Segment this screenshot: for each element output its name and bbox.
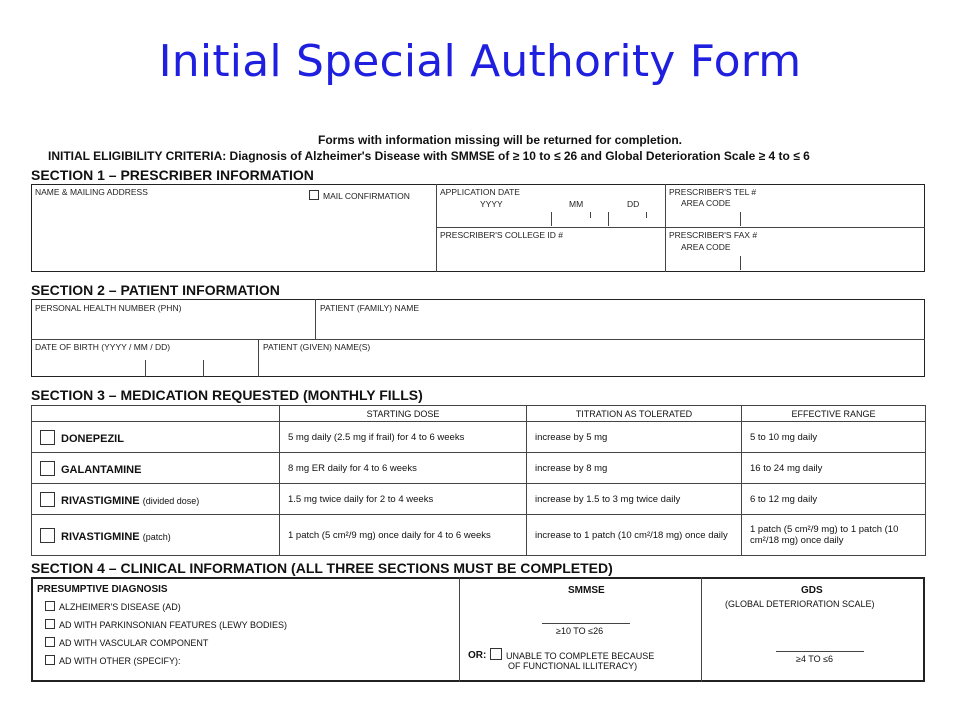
tel-area-code-label: AREA CODE	[681, 198, 731, 208]
column-header: TITRATION AS TOLERATED	[527, 406, 742, 422]
titration: increase by 1.5 to 3 mg twice daily	[527, 484, 742, 515]
prescriber-info-box	[31, 184, 925, 272]
column-header: STARTING DOSE	[280, 406, 527, 422]
effective-range: 1 patch (5 cm²/9 mg) to 1 patch (10 cm²/18 mg) once daily	[742, 515, 926, 556]
unable-checkbox[interactable]	[490, 648, 502, 660]
diagnosis-label: AD WITH OTHER (SPECIFY):	[59, 656, 181, 666]
drug-cell[interactable]	[32, 484, 280, 515]
effective-range: 5 to 10 mg daily	[742, 422, 926, 453]
dob-label: DATE OF BIRTH (YYYY / MM / DD)	[35, 342, 171, 352]
diagnosis-option[interactable]	[45, 601, 181, 612]
divider	[665, 184, 666, 272]
smmse-score-line[interactable]	[542, 623, 630, 624]
mail-confirmation[interactable]	[309, 190, 410, 201]
table-row	[32, 422, 926, 453]
drug-name: RIVASTIGMINE	[61, 494, 140, 507]
eligibility-criteria: INITIAL ELIGIBILITY CRITERIA: Diagnosis of Alzheimer's Disease with SMMSE of ≥ 10 to ≤ 26 and Global Deterioration Scale ≥ 4 to ≤ 6	[48, 149, 810, 163]
drug-cell[interactable]	[32, 453, 280, 484]
drug-form: (patch)	[142, 531, 171, 542]
phn-label: PERSONAL HEALTH NUMBER (PHN)	[35, 303, 182, 313]
starting-dose: 5 mg daily (2.5 mg if frail) for 4 to 6 weeks	[280, 422, 527, 453]
dob-tick	[203, 360, 204, 377]
column-header	[32, 406, 280, 422]
date-tick	[551, 212, 552, 226]
divider	[31, 339, 925, 340]
divider	[315, 299, 316, 339]
gds-score-line[interactable]	[776, 651, 864, 652]
tel-tick	[740, 212, 741, 226]
gds-range: ≥4 TO ≤6	[796, 654, 834, 664]
smmse-range: ≥10 TO ≤26	[556, 626, 604, 636]
drug-cell[interactable]	[32, 515, 280, 556]
drug-cell[interactable]	[32, 422, 280, 453]
slide-title: Initial Special Authority Form	[158, 36, 802, 87]
drug-form: (divided dose)	[142, 495, 200, 506]
dd-label: DD	[627, 199, 640, 209]
drug-name: DONEPEZIL	[61, 432, 124, 445]
effective-range: 6 to 12 mg daily	[742, 484, 926, 515]
galantamine-checkbox[interactable]	[40, 461, 55, 476]
starting-dose: 1.5 mg twice daily for 2 to 4 weeks	[280, 484, 527, 515]
starting-dose: 1 patch (5 cm²/9 mg) once daily for 4 to 6 weeks	[280, 515, 527, 556]
rivastigmine-divided-checkbox[interactable]	[40, 492, 55, 507]
rivastigmine-patch-checkbox[interactable]	[40, 528, 55, 543]
fax-tick	[740, 256, 741, 270]
diagnosis-checkbox[interactable]	[45, 637, 55, 647]
divider	[436, 227, 925, 228]
mail-confirmation-label: MAIL CONFIRMATION	[323, 191, 410, 201]
diagnosis-checkbox[interactable]	[45, 601, 55, 611]
fax-area-code-label: AREA CODE	[681, 242, 731, 252]
gds-subtitle: (GLOBAL DETERIORATION SCALE)	[725, 599, 875, 609]
application-date-label: APPLICATION DATE	[440, 187, 520, 197]
drug-name: GALANTAMINE	[61, 463, 142, 476]
table-header-row	[32, 406, 926, 422]
table-row	[32, 453, 926, 484]
given-names-label: PATIENT (GIVEN) NAME(S)	[263, 342, 371, 352]
diagnosis-option[interactable]	[45, 619, 287, 630]
mail-confirmation-checkbox[interactable]	[309, 190, 319, 200]
section4-heading: SECTION 4 – CLINICAL INFORMATION (ALL THREE SECTIONS MUST BE COMPLETED)	[31, 560, 613, 576]
diagnosis-label: AD WITH VASCULAR COMPONENT	[59, 638, 209, 648]
divider	[459, 577, 460, 682]
drug-name: RIVASTIGMINE	[61, 530, 140, 543]
diagnosis-label: ALZHEIMER'S DISEASE (AD)	[59, 602, 181, 612]
yyyy-label: YYYY	[480, 199, 503, 209]
family-name-label: PATIENT (FAMILY) NAME	[320, 303, 420, 313]
diagnosis-checkbox[interactable]	[45, 619, 55, 629]
titration: increase to 1 patch (10 cm²/18 mg) once daily	[527, 515, 742, 556]
section1-heading: SECTION 1 – PRESCRIBER INFORMATION	[31, 167, 314, 183]
table-row	[32, 515, 926, 556]
date-tick	[608, 212, 609, 226]
smmse-title: SMMSE	[568, 585, 605, 596]
unable-label: UNABLE TO COMPLETE BECAUSE	[506, 651, 655, 661]
unable-option[interactable]	[490, 648, 654, 661]
dob-tick	[145, 360, 146, 377]
or-label: OR:	[468, 650, 487, 661]
unable-label-2: OF FUNCTIONAL ILLITERACY)	[508, 661, 638, 671]
medication-table	[31, 405, 926, 556]
donepezil-checkbox[interactable]	[40, 430, 55, 445]
divider	[701, 577, 702, 682]
divider	[258, 339, 259, 377]
effective-range: 16 to 24 mg daily	[742, 453, 926, 484]
gds-title: GDS	[801, 585, 823, 596]
presumptive-diagnosis-title: PRESUMPTIVE DIAGNOSIS	[37, 584, 168, 595]
college-id-label: PRESCRIBER'S COLLEGE ID #	[440, 230, 564, 240]
table-row	[32, 484, 926, 515]
diagnosis-option[interactable]	[45, 655, 181, 666]
divider	[436, 184, 437, 272]
missing-info-note: Forms with information missing will be returned for completion.	[317, 133, 683, 147]
diagnosis-label: AD WITH PARKINSONIAN FEATURES (LEWY BODIES)	[59, 620, 288, 630]
date-tick	[590, 212, 591, 218]
starting-dose: 8 mg ER daily for 4 to 6 weeks	[280, 453, 527, 484]
name-address-label: NAME & MAILING ADDRESS	[35, 187, 148, 197]
fax-label: PRESCRIBER'S FAX #	[669, 230, 758, 240]
titration: increase by 8 mg	[527, 453, 742, 484]
section2-heading: SECTION 2 – PATIENT INFORMATION	[31, 282, 280, 298]
tel-label: PRESCRIBER'S TEL #	[669, 187, 757, 197]
titration: increase by 5 mg	[527, 422, 742, 453]
diagnosis-checkbox[interactable]	[45, 655, 55, 665]
section3-heading: SECTION 3 – MEDICATION REQUESTED (MONTHLY FILLS)	[31, 387, 423, 403]
date-tick	[646, 212, 647, 218]
diagnosis-option[interactable]	[45, 637, 208, 648]
column-header: EFFECTIVE RANGE	[742, 406, 926, 422]
mm-label: MM	[569, 199, 584, 209]
